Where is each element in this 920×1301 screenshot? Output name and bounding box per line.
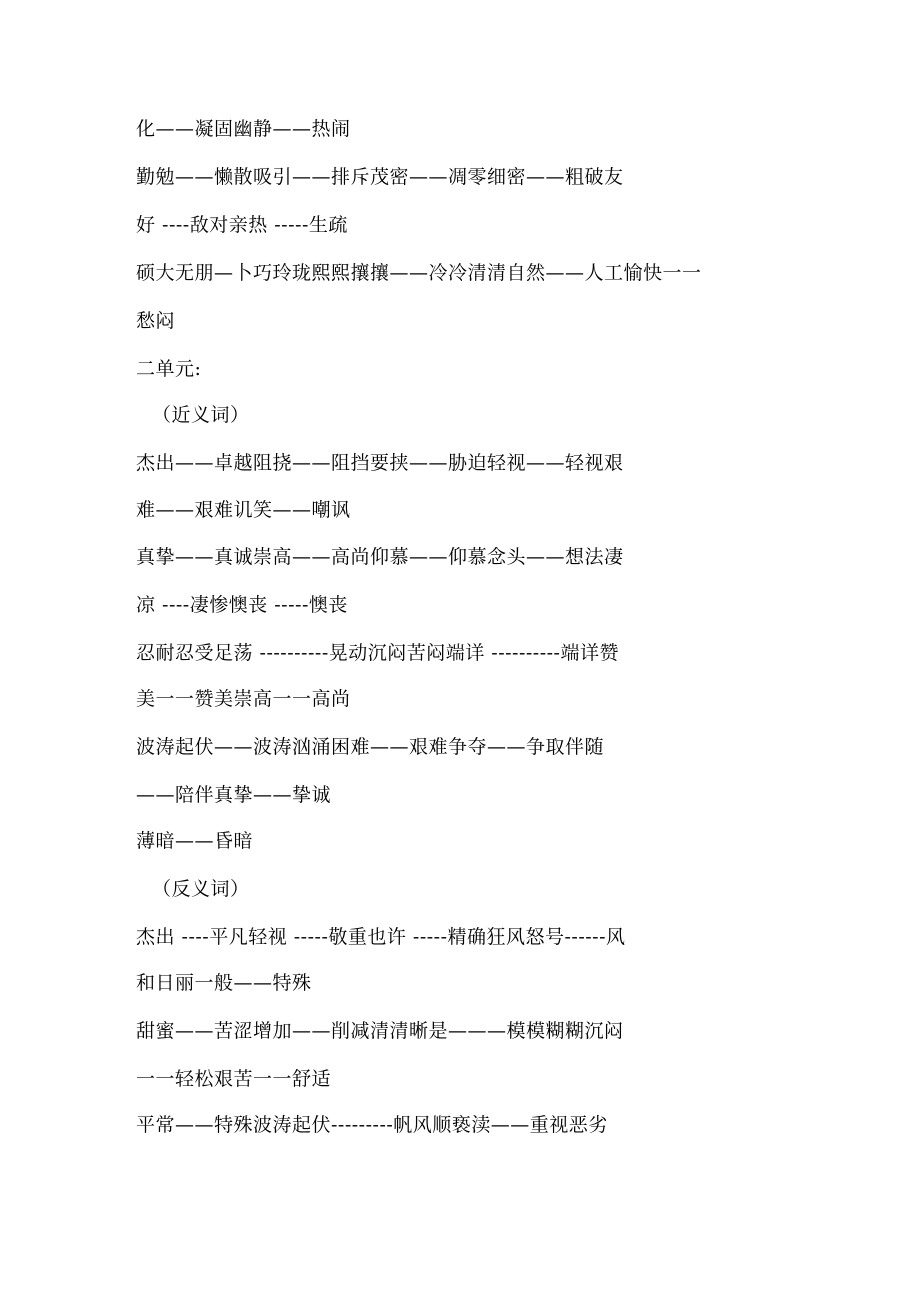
text-line-15: ——陪伴真挚——挚诚 — [136, 784, 332, 806]
subheading-antonyms: （反义词） — [152, 878, 250, 900]
text-line-8: 杰出——卓越阻挠——阻挡要挟——胁迫轻视——轻视艰 — [136, 452, 624, 474]
text-line-18: 杰出 ----平凡轻视 -----敬重也许 -----精确狂风怒号------风 — [136, 926, 626, 948]
text-line-19: 和日丽一般——特殊 — [136, 972, 312, 994]
text-line-5: 愁闷 — [136, 310, 176, 332]
text-line-2: 勤勉——懒散吸引——排斥茂密——凋零细密——粗破友 — [136, 166, 624, 188]
text-line-13: 美一一赞美崇高一一高尚 — [136, 688, 351, 710]
text-line-10: 真挚——真诚崇高——高尚仰慕——仰慕念头——想法凄 — [136, 546, 624, 568]
text-line-22: 平常——特殊波涛起伏---------帆风顺亵渎——重视恶劣 — [136, 1114, 608, 1136]
text-line-12: 忍耐忍受足荡 ----------晃动沉闷苦闷端详 ----------端详赞 — [136, 642, 619, 664]
subheading-synonyms: （近义词） — [152, 404, 250, 426]
text-line-11: 凉 ----凄惨懊丧 -----懊丧 — [136, 594, 348, 616]
text-line-16: 薄暗——昏暗 — [136, 830, 254, 852]
text-line-14: 波涛起伏——波涛汹涌困难——艰难争夺——争取伴随 — [136, 736, 605, 758]
text-line-9: 难——艰难讥笑——嘲讽 — [136, 499, 351, 521]
text-line-3: 好 ----敌对亲热 -----生疏 — [136, 214, 348, 236]
text-line-20: 甜蜜——苦涩增加——削减清清晰是———模模糊糊沉闷 — [136, 1020, 624, 1042]
text-line-4: 硕大无朋—卜巧玲珑熙熙攘攘——冷冷清清自然——人工愉快一一 — [136, 262, 702, 284]
text-line-21: 一一轻松艰苦一一舒适 — [136, 1068, 332, 1090]
text-line-1: 化——凝固幽静——热闹 — [136, 118, 351, 140]
section-heading-unit-2: 二单元: — [136, 358, 202, 380]
